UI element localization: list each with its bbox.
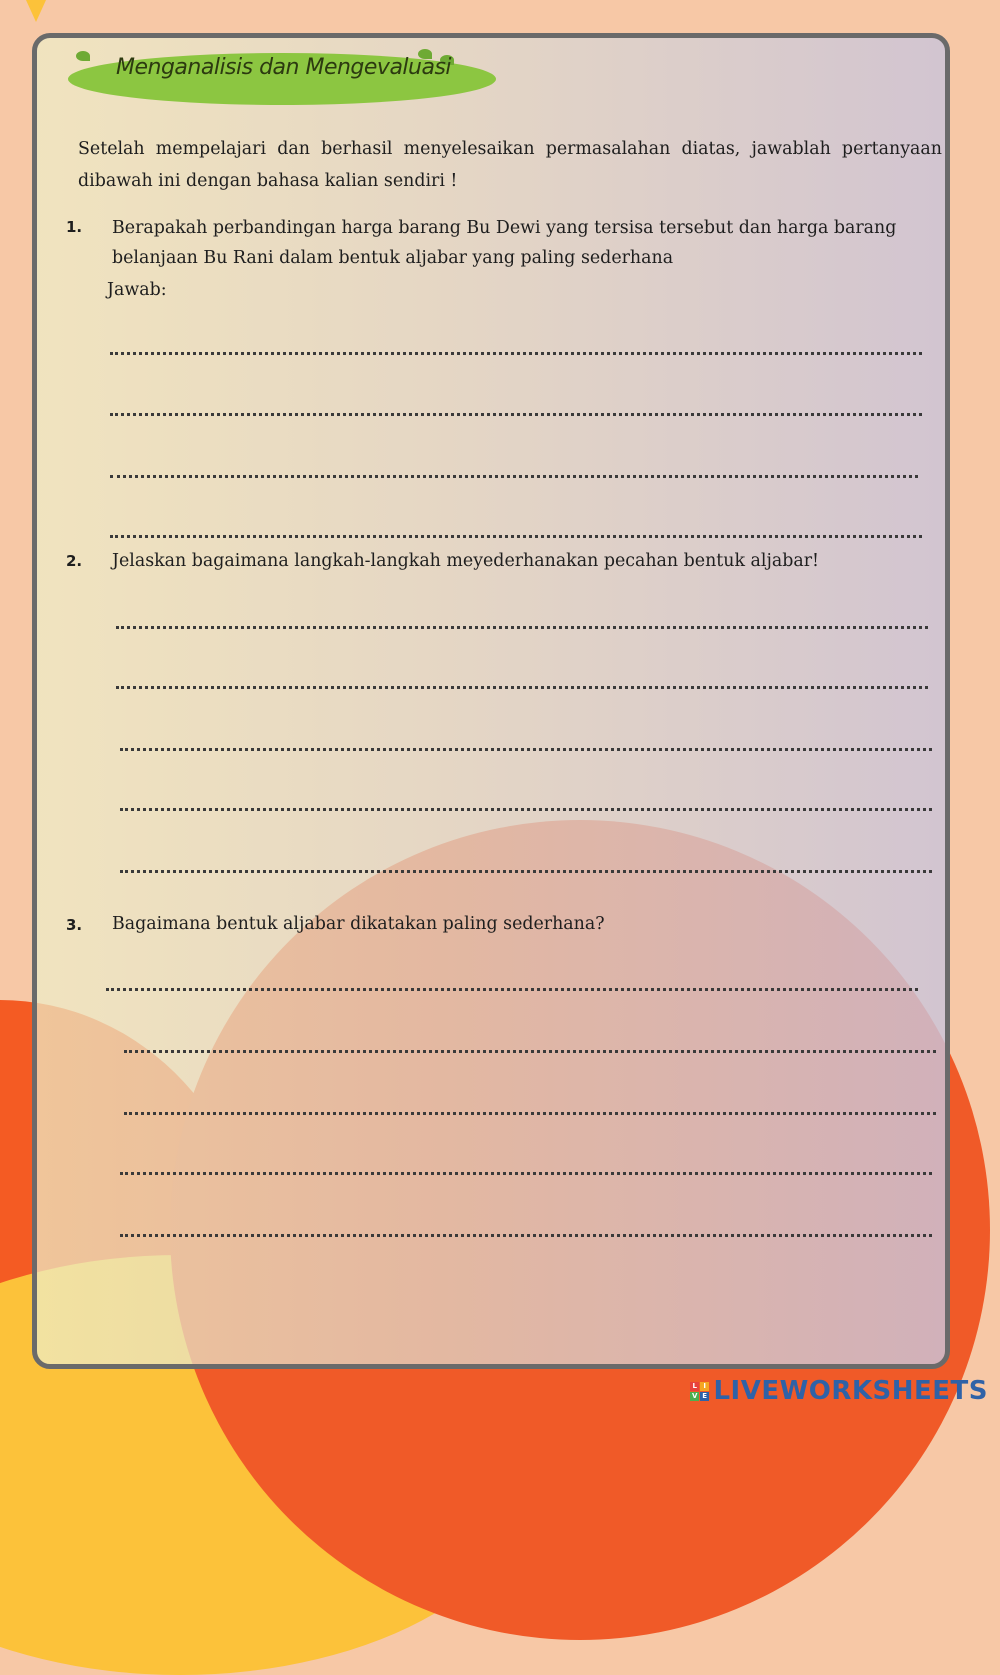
question-1-text: Berapakah perbandingan harga barang Bu Dewi yang tersisa tersebut dan harga barang belanjaan Bu Rani dalam bentuk aljabar yang paling sederhana: [112, 218, 897, 268]
question-1-answer-line-3[interactable]: [110, 475, 918, 478]
question-1-number: 1.: [66, 218, 83, 236]
question-1-answer-line-2[interactable]: [110, 413, 922, 416]
question-2-answer-line-2[interactable]: [116, 686, 928, 689]
question-1-answer-line-4[interactable]: [110, 535, 922, 538]
question-3-answer-line-4[interactable]: [120, 1172, 932, 1175]
brand-logo-icon: [690, 1382, 709, 1401]
brand-name: LIVEWORKSHEETS: [713, 1376, 988, 1406]
question-3-answer-line-1[interactable]: [106, 988, 918, 991]
title-banner: [68, 45, 496, 111]
leaf-icon: [76, 51, 90, 61]
question-1-answer-line-1[interactable]: [110, 352, 922, 355]
question-3-answer-line-3[interactable]: [124, 1112, 936, 1115]
question-2-answer-line-4[interactable]: [120, 808, 932, 811]
question-3-answer-line-5[interactable]: [120, 1234, 932, 1237]
question-3-number: 3.: [66, 916, 83, 934]
logo-letter: E: [702, 1391, 708, 1400]
answer-label: Jawab:: [107, 280, 167, 300]
question-2-answer-line-1[interactable]: [116, 626, 928, 629]
logo-letter: I: [700, 1382, 709, 1391]
question-2-text: Jelaskan bagaimana langkah-langkah meyederhanakan pecahan bentuk aljabar!: [112, 551, 820, 571]
section-title: Menganalisis dan Mengevaluasi: [116, 55, 452, 80]
decorative-triangle: [26, 0, 46, 22]
question-2-answer-line-5[interactable]: [120, 870, 932, 873]
question-3-text: Bagaimana bentuk aljabar dikatakan paling sederhana?: [112, 914, 605, 934]
question-3-answer-line-2[interactable]: [124, 1050, 936, 1053]
question-2-answer-line-3[interactable]: [120, 748, 932, 751]
logo-letter: V: [691, 1391, 698, 1400]
question-2-number: 2.: [66, 552, 83, 570]
logo-letter: L: [690, 1382, 699, 1391]
instructions-text: Setelah mempelajari dan berhasil menyelesaikan permasalahan diatas, jawablah pertanyaan dibawah ini dengan bahasa kalian sendiri !: [78, 139, 942, 191]
liveworksheets-brand[interactable]: [690, 1376, 988, 1406]
